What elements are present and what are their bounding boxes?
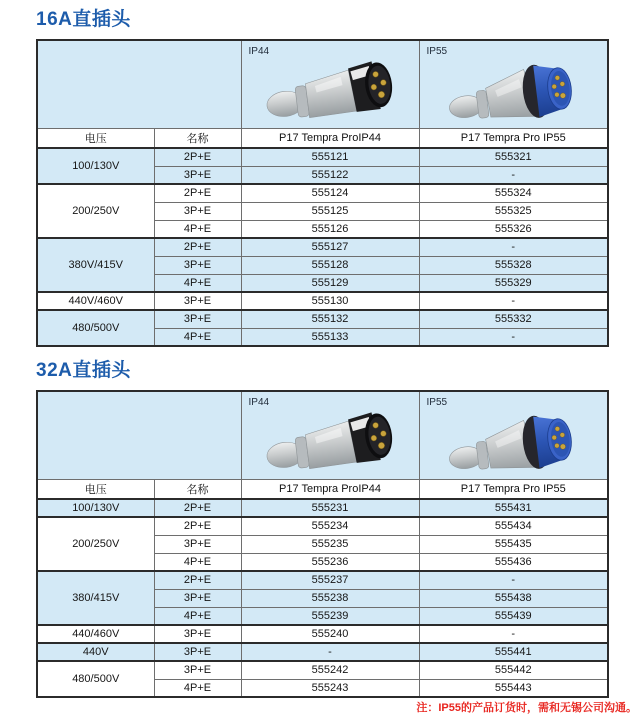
ip55-part-number-cell: 555326 <box>419 220 608 238</box>
ip44-part-number-cell: 555234 <box>241 517 419 535</box>
ip55-part-number-cell: 555443 <box>419 679 608 697</box>
ip44-part-number-cell: - <box>241 643 419 661</box>
name-cell: 2P+E <box>154 184 241 202</box>
ip55-part-number-cell: 555438 <box>419 589 608 607</box>
column-header-row <box>37 479 608 499</box>
ip44-part-number-cell: 555236 <box>241 553 419 571</box>
ip55-part-number-cell: 555434 <box>419 517 608 535</box>
voltage-cell: 380/415V <box>37 571 154 625</box>
image-row <box>37 391 608 479</box>
ip44-part-number-cell: 555237 <box>241 571 419 589</box>
voltage-cell: 480/500V <box>37 661 154 697</box>
name-cell: 4P+E <box>154 274 241 292</box>
ip55-part-number-cell: - <box>419 166 608 184</box>
ip44-part-number-cell: 555132 <box>241 310 419 328</box>
ip55-part-number-cell: - <box>419 238 608 256</box>
name-cell: 3P+E <box>154 256 241 274</box>
col-header-ip44: P17 Tempra ProIP44 <box>241 128 419 148</box>
order-note: 注：IP55的产品订货时，需和无锡公司沟通。 <box>416 702 637 714</box>
ip55-image-cell <box>419 391 608 479</box>
blank-header-cell <box>37 391 241 479</box>
ip44-part-number-cell: 555238 <box>241 589 419 607</box>
ip44-image-cell <box>241 40 419 128</box>
table-row <box>37 571 608 589</box>
col-header-name: 名称 <box>154 479 241 499</box>
voltage-cell: 440/460V <box>37 625 154 643</box>
voltage-cell: 440V <box>37 643 154 661</box>
table-body-16a <box>37 148 608 346</box>
ip55-image-cell <box>419 40 608 128</box>
ip44-label: IP44 <box>248 46 270 57</box>
table-row <box>37 499 608 517</box>
voltage-cell: 100/130V <box>37 148 154 184</box>
name-cell: 3P+E <box>154 310 241 328</box>
ip44-part-number-cell: 555239 <box>241 607 419 625</box>
grey-black-plug-icon <box>251 406 409 476</box>
name-cell: 3P+E <box>154 292 241 310</box>
col-header-ip55: P17 Tempra Pro IP55 <box>419 479 608 499</box>
ip55-part-number-cell: 555328 <box>419 256 608 274</box>
ip44-part-number-cell: 555125 <box>241 202 419 220</box>
ip44-plug-photo <box>242 57 419 125</box>
name-cell: 4P+E <box>154 328 241 346</box>
ip44-part-number-cell: 555121 <box>241 148 419 166</box>
name-cell: 4P+E <box>154 220 241 238</box>
name-cell: 3P+E <box>154 166 241 184</box>
ip44-part-number-cell: 555130 <box>241 292 419 310</box>
table-row <box>37 517 608 535</box>
name-cell: 3P+E <box>154 661 241 679</box>
ip44-plug-photo <box>242 408 419 476</box>
ip44-part-number-cell: 555122 <box>241 166 419 184</box>
ip44-part-number-cell: 555133 <box>241 328 419 346</box>
section-32a-plug <box>36 359 640 698</box>
ip44-part-number-cell: 555126 <box>241 220 419 238</box>
ip44-part-number-cell: 555127 <box>241 238 419 256</box>
name-cell: 3P+E <box>154 643 241 661</box>
table-row <box>37 310 608 328</box>
ip55-part-number-cell: - <box>419 625 608 643</box>
table-row <box>37 184 608 202</box>
col-header-voltage: 电压 <box>37 128 154 148</box>
ip44-label: IP44 <box>248 397 270 408</box>
blank-header-cell <box>37 40 241 128</box>
ip55-part-number-cell: 555324 <box>419 184 608 202</box>
ip44-part-number-cell: 555240 <box>241 625 419 643</box>
ip55-part-number-cell: 555431 <box>419 499 608 517</box>
name-cell: 2P+E <box>154 148 241 166</box>
table-row <box>37 292 608 310</box>
ip44-image-cell <box>241 391 419 479</box>
ip55-part-number-cell: 555325 <box>419 202 608 220</box>
name-cell: 2P+E <box>154 517 241 535</box>
ip55-part-number-cell: 555329 <box>419 274 608 292</box>
ip55-part-number-cell: - <box>419 571 608 589</box>
ip55-plug-photo <box>420 408 608 476</box>
grey-black-plug-icon <box>251 55 409 125</box>
grey-blue-plug-icon <box>434 406 592 476</box>
product-table-16a <box>36 39 609 347</box>
voltage-cell: 480/500V <box>37 310 154 346</box>
ip44-part-number-cell: 555231 <box>241 499 419 517</box>
table-row <box>37 148 608 166</box>
section-16a-plug <box>36 8 640 347</box>
voltage-cell: 440V/460V <box>37 292 154 310</box>
ip44-part-number-cell: 555129 <box>241 274 419 292</box>
table-body-32a <box>37 499 608 697</box>
name-cell: 2P+E <box>154 499 241 517</box>
col-header-ip55: P17 Tempra Pro IP55 <box>419 128 608 148</box>
ip55-part-number-cell: 555439 <box>419 607 608 625</box>
image-row <box>37 40 608 128</box>
voltage-cell: 200/250V <box>37 517 154 571</box>
grey-blue-plug-icon <box>434 55 592 125</box>
name-cell: 2P+E <box>154 238 241 256</box>
ip55-part-number-cell: - <box>419 328 608 346</box>
ip55-part-number-cell: 555321 <box>419 148 608 166</box>
name-cell: 4P+E <box>154 553 241 571</box>
ip44-part-number-cell: 555243 <box>241 679 419 697</box>
table-row <box>37 661 608 679</box>
ip44-part-number-cell: 555124 <box>241 184 419 202</box>
voltage-cell: 380V/415V <box>37 238 154 292</box>
ip44-part-number-cell: 555242 <box>241 661 419 679</box>
col-header-name: 名称 <box>154 128 241 148</box>
ip55-part-number-cell: 555441 <box>419 643 608 661</box>
column-header-row <box>37 128 608 148</box>
voltage-cell: 200/250V <box>37 184 154 238</box>
table-row <box>37 238 608 256</box>
ip55-part-number-cell: 555436 <box>419 553 608 571</box>
ip55-label: IP55 <box>426 397 448 408</box>
ip55-label: IP55 <box>426 46 448 57</box>
col-header-ip44: P17 Tempra ProIP44 <box>241 479 419 499</box>
name-cell: 4P+E <box>154 607 241 625</box>
ip44-part-number-cell: 555235 <box>241 535 419 553</box>
ip55-part-number-cell: - <box>419 292 608 310</box>
name-cell: 3P+E <box>154 589 241 607</box>
section-title-32a: 32A直插头 <box>36 360 131 381</box>
ip44-part-number-cell: 555128 <box>241 256 419 274</box>
section-title-16a: 16A直插头 <box>36 9 131 30</box>
ip55-part-number-cell: 555332 <box>419 310 608 328</box>
table-row <box>37 643 608 661</box>
col-header-voltage: 电压 <box>37 479 154 499</box>
name-cell: 3P+E <box>154 202 241 220</box>
table-row <box>37 625 608 643</box>
product-table-32a <box>36 390 609 698</box>
ip55-plug-photo <box>420 57 608 125</box>
ip55-part-number-cell: 555435 <box>419 535 608 553</box>
name-cell: 3P+E <box>154 625 241 643</box>
voltage-cell: 100/130V <box>37 499 154 517</box>
name-cell: 3P+E <box>154 535 241 553</box>
ip55-part-number-cell: 555442 <box>419 661 608 679</box>
name-cell: 4P+E <box>154 679 241 697</box>
name-cell: 2P+E <box>154 571 241 589</box>
